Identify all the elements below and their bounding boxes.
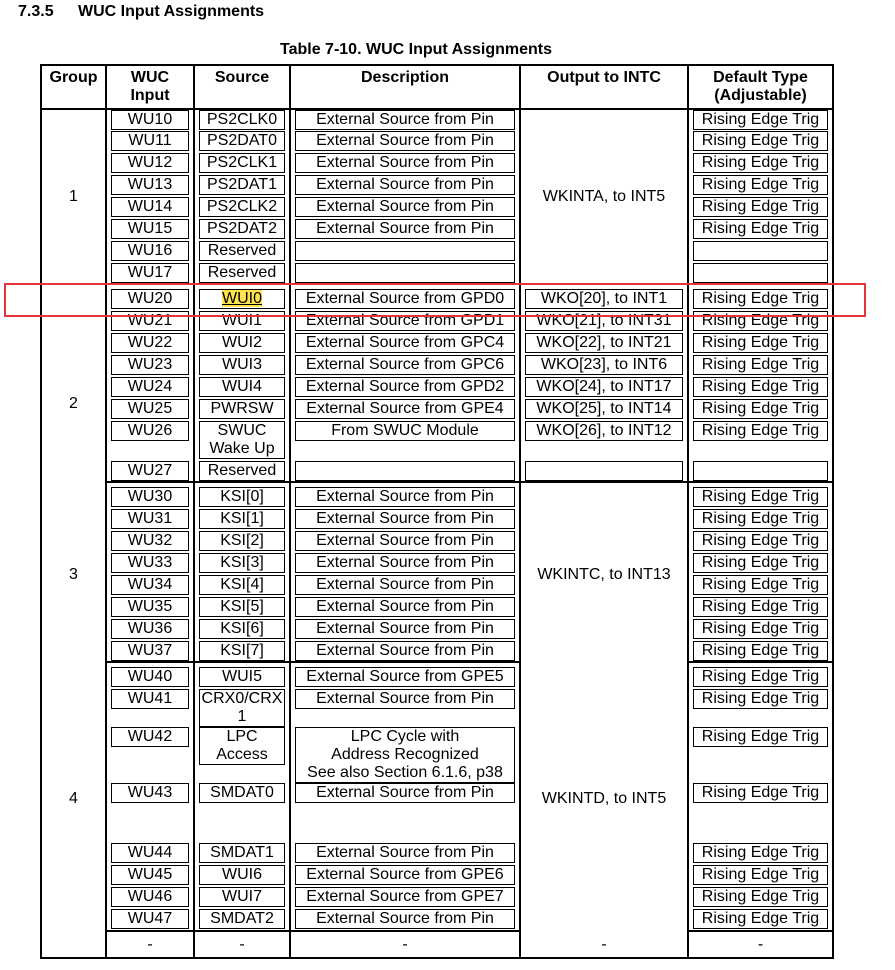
wuc-input-table <box>40 64 834 959</box>
output-intc-cell: WKINTA, to INT5 <box>542 188 666 205</box>
default-type-cell: Rising Edge Trig <box>693 175 828 195</box>
output-intc-cell: WKO[23], to INT6 <box>525 355 683 375</box>
description-cell: External Source from GPC6 <box>295 355 515 375</box>
output-intc-cell: WKO[20], to INT1 <box>525 289 683 309</box>
source-cell: KSI[0] <box>199 487 285 507</box>
header-description: Description <box>290 65 520 109</box>
default-type-cell: Rising Edge Trig <box>693 783 828 803</box>
default-type-cell: Rising Edge Trig <box>693 131 828 151</box>
wuc-input-cell: WU37 <box>111 641 189 661</box>
default-type-cell: Rising Edge Trig <box>693 333 828 353</box>
default-type-cell: Rising Edge Trig <box>693 865 828 885</box>
source-cell: CRX0/CRX 1 <box>199 689 285 727</box>
wuc-input-cell: WU10 <box>111 110 189 130</box>
group-label: 4 <box>69 790 78 807</box>
header-wuc-input: WUC Input <box>106 65 194 109</box>
output-intc-cell <box>525 461 683 481</box>
default-type-cell: Rising Edge Trig <box>693 619 828 639</box>
table-row-wu47 <box>41 909 833 931</box>
table-row-wu12 <box>41 153 833 175</box>
source-cell: LPC Access <box>199 727 285 765</box>
table-row-wu36 <box>41 619 833 641</box>
default-type-cell: Rising Edge Trig <box>693 727 828 747</box>
source-cell: PS2DAT1 <box>199 175 285 195</box>
wuc-input-cell: WU22 <box>111 333 189 353</box>
wuc-input-cell: WU26 <box>111 421 189 441</box>
source-cell: WUI1 <box>199 311 285 331</box>
default-type-cell: Rising Edge Trig <box>693 197 828 217</box>
last-row-wu-cell: - <box>147 936 153 953</box>
default-type-cell: Rising Edge Trig <box>693 575 828 595</box>
default-type-cell: Rising Edge Trig <box>693 289 828 309</box>
table-row-wu35 <box>41 597 833 619</box>
source-cell: SMDAT1 <box>199 843 285 863</box>
default-type-cell: Rising Edge Trig <box>693 355 828 375</box>
table-row-wu21 <box>41 311 833 333</box>
table-row-wu24 <box>41 377 833 399</box>
group-label: 1 <box>69 188 78 205</box>
description-cell: External Source from Pin <box>295 597 515 617</box>
description-cell: External Source from Pin <box>295 487 515 507</box>
wuc-input-cell: WU40 <box>111 667 189 687</box>
description-cell: External Source from Pin <box>295 909 515 929</box>
table-row-wu16 <box>41 241 833 263</box>
section-heading <box>18 3 264 21</box>
table-row-wu46 <box>41 887 833 909</box>
output-intc-cell: WKINTC, to INT13 <box>537 565 671 583</box>
description-cell: From SWUC Module <box>295 421 515 441</box>
wuc-input-cell: WU20 <box>111 289 189 309</box>
source-cell: KSI[6] <box>199 619 285 639</box>
default-type-cell: Rising Edge Trig <box>693 667 828 687</box>
table-row-wu42 <box>41 727 833 783</box>
source-cell: KSI[4] <box>199 575 285 595</box>
table-row-wu41 <box>41 689 833 727</box>
source-cell: Reserved <box>199 263 285 283</box>
description-cell: External Source from Pin <box>295 531 515 551</box>
source-cell: Reserved <box>199 241 285 261</box>
source-cell: Reserved <box>199 461 285 481</box>
description-cell: External Source from Pin <box>295 153 515 173</box>
description-cell: External Source from Pin <box>295 110 515 130</box>
default-type-cell <box>693 263 828 283</box>
default-type-cell <box>693 461 828 481</box>
description-cell: External Source from Pin <box>295 575 515 595</box>
default-type-cell: Rising Edge Trig <box>693 377 828 397</box>
wuc-input-cell: WU15 <box>111 219 189 239</box>
wuc-input-cell: WU42 <box>111 727 189 747</box>
default-type-cell: Rising Edge Trig <box>693 153 828 173</box>
default-type-cell: Rising Edge Trig <box>693 421 828 441</box>
last-row-desc-cell: - <box>402 936 408 953</box>
output-intc-cell: WKO[25], to INT14 <box>525 399 683 419</box>
default-type-cell <box>693 241 828 261</box>
output-intc-cell: WKO[26], to INT12 <box>525 421 683 441</box>
table-row-wu22 <box>41 333 833 355</box>
description-cell <box>295 461 515 481</box>
table-row-last <box>41 936 833 958</box>
table-row-wu13 <box>41 175 833 197</box>
source-cell: WUI5 <box>199 667 285 687</box>
table-caption: Table 7-10. WUC Input Assignments <box>280 41 553 58</box>
table-row-wu20 <box>41 289 833 311</box>
table-row-wu23 <box>41 355 833 377</box>
header-default-type: Default Type (Adjustable) <box>688 65 833 109</box>
wuc-input-cell: WU34 <box>111 575 189 595</box>
source-cell: KSI[2] <box>199 531 285 551</box>
table-row-wu40 <box>41 667 833 689</box>
source-cell: PS2DAT2 <box>199 219 285 239</box>
wuc-input-cell: WU43 <box>111 783 189 803</box>
source-cell: KSI[3] <box>199 553 285 573</box>
table-row-wu26 <box>41 421 833 461</box>
default-type-cell: Rising Edge Trig <box>693 553 828 573</box>
source-cell: WUI2 <box>199 333 285 353</box>
description-cell: External Source from Pin <box>295 509 515 529</box>
table-row-wu33 <box>41 553 833 575</box>
default-type-cell: Rising Edge Trig <box>693 909 828 929</box>
group-label: 3 <box>69 565 78 583</box>
description-cell <box>295 263 515 283</box>
output-intc-cell: WKO[24], to INT17 <box>525 377 683 397</box>
section-number: 7.3.5 <box>18 3 54 20</box>
source-cell: SWUC Wake Up <box>199 421 285 459</box>
default-type-cell: Rising Edge Trig <box>693 219 828 239</box>
wuc-input-cell: WU30 <box>111 487 189 507</box>
description-cell: External Source from GPE6 <box>295 865 515 885</box>
description-cell: External Source from Pin <box>295 641 515 661</box>
default-type-cell: Rising Edge Trig <box>693 399 828 419</box>
table-row-wu44 <box>41 843 833 865</box>
source-cell: SMDAT0 <box>199 783 285 803</box>
default-type-cell: Rising Edge Trig <box>693 311 828 331</box>
wuc-input-cell: WU33 <box>111 553 189 573</box>
default-type-cell: Rising Edge Trig <box>693 509 828 529</box>
output-intc-cell: WKINTD, to INT5 <box>541 790 667 807</box>
source-cell: PS2CLK2 <box>199 197 285 217</box>
description-cell: LPC Cycle with Address Recognized See also Section 6.1.6, p38 <box>295 727 515 783</box>
source-cell: PS2CLK1 <box>199 153 285 173</box>
default-type-cell: Rising Edge Trig <box>693 689 828 709</box>
description-cell: External Source from Pin <box>295 131 515 151</box>
last-row-type-cell: - <box>757 936 764 953</box>
wuc-input-cell: WU17 <box>111 263 189 283</box>
table-row-wu11 <box>41 131 833 153</box>
source-cell: WUI7 <box>199 887 285 907</box>
source-cell: PWRSW <box>199 399 285 419</box>
wuc-input-cell: WU21 <box>111 311 189 331</box>
wuc-input-cell: WU31 <box>111 509 189 529</box>
table-row-wu30 <box>41 487 833 509</box>
table-row-wu17 <box>41 263 833 284</box>
table-row-wu34 <box>41 575 833 597</box>
header-group: Group <box>41 65 106 109</box>
default-type-cell: Rising Edge Trig <box>693 597 828 617</box>
description-cell: External Source from GPE7 <box>295 887 515 907</box>
source-cell: WUI3 <box>199 355 285 375</box>
default-type-cell: Rising Edge Trig <box>693 887 828 907</box>
wuc-input-cell: WU47 <box>111 909 189 929</box>
wuc-input-cell: WU46 <box>111 887 189 907</box>
table-row-wu15 <box>41 219 833 241</box>
description-cell: External Source from GPD0 <box>295 289 515 309</box>
section-title: WUC Input Assignments <box>78 3 265 20</box>
output-intc-cell: WKO[21], to INT31 <box>525 311 683 331</box>
wuc-input-cell: WU36 <box>111 619 189 639</box>
description-cell: External Source from GPC4 <box>295 333 515 353</box>
wuc-input-cell: WU41 <box>111 689 189 709</box>
source-cell: PS2DAT0 <box>199 131 285 151</box>
source-cell: KSI[5] <box>199 597 285 617</box>
source-cell: WUI4 <box>199 377 285 397</box>
source-cell: KSI[7] <box>199 641 285 661</box>
table-row-wu31 <box>41 509 833 531</box>
table-row-wu37 <box>41 641 833 662</box>
wuc-input-cell: WU16 <box>111 241 189 261</box>
wuc-input-cell: WU23 <box>111 355 189 375</box>
group-label: 2 <box>69 394 78 412</box>
wuc-input-cell: WU24 <box>111 377 189 397</box>
description-cell: External Source from Pin <box>295 843 515 863</box>
default-type-cell: Rising Edge Trig <box>693 110 828 130</box>
wuc-input-cell: WU27 <box>111 461 189 481</box>
table-row-wu25 <box>41 399 833 421</box>
description-cell: External Source from Pin <box>295 783 515 803</box>
default-type-cell: Rising Edge Trig <box>693 843 828 863</box>
description-cell: External Source from GPD2 <box>295 377 515 397</box>
source-cell: WUI0 <box>199 289 285 309</box>
table-row-wu27 <box>41 461 833 482</box>
wuc-input-cell: WU11 <box>111 131 189 151</box>
source-cell: SMDAT2 <box>199 909 285 929</box>
table-row-wu32 <box>41 531 833 553</box>
source-cell: PS2CLK0 <box>199 110 285 130</box>
group-cell-1 <box>41 109 106 284</box>
description-cell: External Source from GPD1 <box>295 311 515 331</box>
description-cell: External Source from Pin <box>295 619 515 639</box>
group-cell-3 <box>41 487 106 662</box>
default-type-cell: Rising Edge Trig <box>693 487 828 507</box>
description-cell <box>295 241 515 261</box>
output-intc-cell: WKO[22], to INT21 <box>525 333 683 353</box>
description-cell: External Source from GPE4 <box>295 399 515 419</box>
description-cell: External Source from Pin <box>295 689 515 709</box>
default-type-cell: Rising Edge Trig <box>693 531 828 551</box>
header-source: Source <box>194 65 290 109</box>
table-row-wu10 <box>41 109 833 131</box>
last-row-source-cell: - <box>239 936 245 953</box>
table-row-wu45 <box>41 865 833 887</box>
description-cell: External Source from GPE5 <box>295 667 515 687</box>
source-cell: KSI[1] <box>199 509 285 529</box>
wuc-input-cell: WU13 <box>111 175 189 195</box>
description-cell: External Source from Pin <box>295 219 515 239</box>
group-cell-2 <box>41 289 106 482</box>
wuc-input-cell: WU44 <box>111 843 189 863</box>
header-output: Output to INTC <box>520 65 688 109</box>
wuc-input-cell: WU12 <box>111 153 189 173</box>
wuc-input-cell: WU35 <box>111 597 189 617</box>
table-body <box>41 109 833 958</box>
description-cell: External Source from Pin <box>295 553 515 573</box>
wuc-input-cell: WU14 <box>111 197 189 217</box>
table-row-wu43 <box>41 783 833 843</box>
last-row-out-cell: - <box>601 936 607 953</box>
wuc-input-cell: WU32 <box>111 531 189 551</box>
group-cell-4 <box>41 667 106 931</box>
table-row-wu14 <box>41 197 833 219</box>
description-cell: External Source from Pin <box>295 175 515 195</box>
wuc-input-cell: WU45 <box>111 865 189 885</box>
default-type-cell: Rising Edge Trig <box>693 641 828 661</box>
source-cell: WUI6 <box>199 865 285 885</box>
description-cell: External Source from Pin <box>295 197 515 217</box>
wuc-input-cell: WU25 <box>111 399 189 419</box>
